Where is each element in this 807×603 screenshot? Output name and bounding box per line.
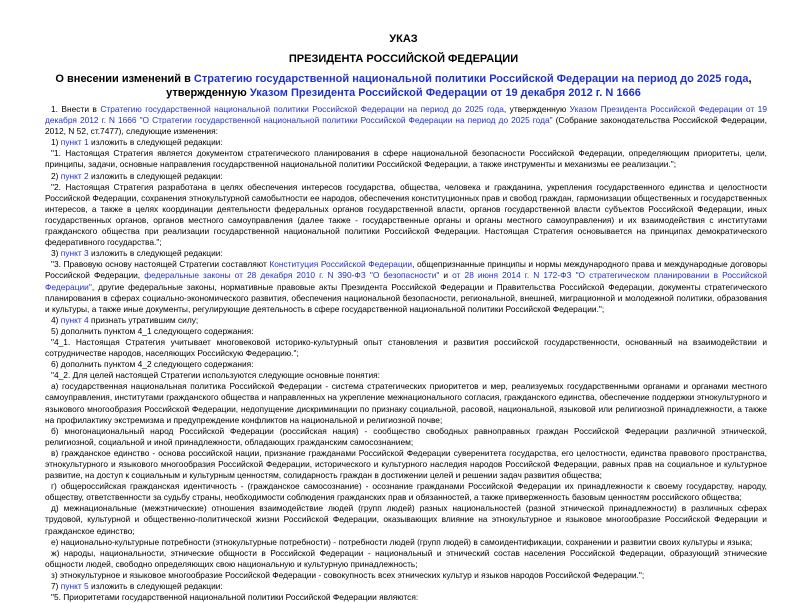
paragraph-text: "5. Приоритетами государственной национальной политики Российской Федерации являются: — [51, 592, 419, 603]
president-heading: ПРЕЗИДЕНТА РОССИЙСКОЙ ФЕДЕРАЦИИ — [288, 53, 519, 65]
paragraph-text: , другие федеральные законы, нормативные правовые акты Президента Российской Федерации и Правительства Российской Федерации, документы стратегического планирования в сферах социально-экономического развития, обеспечения национальной безопасности, региональной, внешней, миграционной и молодежной политики, образования и культуры, а также иные документы, регулирующие деятельность в сфере государственной национальной политики Российской Федерации."; — [45, 281, 767, 314]
paragraph — [45, 248, 767, 259]
paragraph-text: 4) — [51, 314, 61, 325]
paragraph — [45, 315, 767, 326]
paragraph-text: а) государственная национальная политика Российской Федерации - система стратегических приоритетов и мер, реализуемых государственными органами и органами местного самоуправления, институтами гражданского общества и направленных на укрепление межнационального согласия, гражданского единства, обеспечение поддержки этнокультурного и языкового многообразия Российской Федерации, недопущение дискриминации по признаку социальной, расовой, национальной, языковой или религиозной принадлежности, а также на профилактику экстремизма и предупреждение конфликтов на национальной и религиозной почве; — [45, 381, 767, 425]
strategy-title-link[interactable]: Стратегию государственной национальной политики Российской Федерации на период до 2025 года — [193, 73, 749, 85]
paragraph-text: ж) народы, национальности, этнические общности в Российской Федерации - национальный и этнический состав населения Российской Федерации, образующий этнические общности людей, свободно определяющих свою национальную и культурную принадлежность; — [45, 547, 767, 569]
document-link[interactable]: от 28 июня 2014 г. N 172-ФЗ "О стратегическом планировании в Российской Федерации" — [45, 270, 767, 292]
document-title — [40, 72, 767, 100]
paragraph-text: 5) дополнить пунктом 4_1 следующего содержания: — [51, 325, 254, 336]
document-link[interactable]: Стратегию государственной национальной политики Российской Федерации на период до 2025 года — [100, 104, 504, 114]
paragraph-text: е) национально-культурные потребности (этнокультурные потребности) - потребности людей (групп людей) в самоидентификации, сохранении и развитии своих культуры и языка; — [51, 536, 753, 547]
paragraph-text: изложить в следующей редакции: — [88, 137, 223, 148]
paragraph — [45, 182, 767, 249]
paragraph-text: г) общероссийская гражданская идентичность - (гражданское самосознание) - осознание гражданами Российской Федерации их принадлежности к своему государству, народу, обществу, ответственности за судьбу страны, необходимости соблюдения гражданских прав и обязанностей, а также приверженность базовым ценностям российского общества; — [45, 481, 767, 503]
paragraph — [45, 592, 767, 603]
paragraph-text: "4_1. Настоящая Стратегия учитывает многовековой историко-культурный опыт становления и развития российской государственности, основанный на взаимодействии и сотрудничестве народов, населяющих Российскую Федерацию."; — [45, 336, 767, 359]
paragraph-text: в) гражданское единство - основа российской нации, признание гражданами Российской Федерации суверенитета государства, его целостности, единства правового пространства, этнокультурного и языкового многообразия Российской Федерации, исторического и культурного наследия народов Российской Федерации, равных прав на социальное и культурное развитие, на доступ к социальным и культурным ценностям, солидарность граждан в достижении целей и решении задач развития общества; — [45, 447, 767, 481]
paragraph — [45, 481, 767, 503]
decree-title-link[interactable]: Указом Президента Российской Федерации от 19 декабря 2012 г. N 1666 — [249, 87, 641, 99]
paragraph — [45, 581, 767, 592]
paragraph-text: изложить в следующей редакции: — [88, 248, 223, 259]
paragraph-text: (Собрание законодательства Российской Федерации, 2012, N 52, ст.7477), следующие изменения: — [45, 115, 767, 137]
paragraph — [45, 548, 767, 570]
decree-heading: УКАЗ — [389, 33, 418, 45]
paragraph-text: "1. Настоящая Стратегия является документом стратегического планирования в сфере национальной безопасности Российской Федерации, определяющим приоритеты, цели, принципы, задачи, основные направления государственной национальной политики Российской Федерации, а также инструменты и механизмы ее реализации."; — [45, 148, 767, 170]
paragraph-text: з) этнокультурное и языковое многообразие Российской Федерации - совокупность всех этнических культур и языков народов Российской Федерации."; — [51, 569, 645, 580]
paragraph-text: , утвержденную — [503, 104, 570, 114]
document-link[interactable]: Конституция Российской Федерации — [269, 259, 413, 270]
document-link[interactable]: пункт 5 — [60, 581, 89, 592]
document-link[interactable]: Указом Президента Российской Федерации от 19 декабря 2012 г. N 1666 "О Стратегии государственной национальной политики Российской Федерации на период до 2025 года" — [45, 104, 767, 126]
paragraph — [45, 570, 767, 581]
paragraph-text: "3. Правовую основу настоящей Стратегии составляют — [51, 259, 270, 270]
paragraph — [45, 359, 767, 370]
paragraph-text: 1. Внести в — [51, 104, 101, 114]
title-part: , утвержденную — [166, 73, 752, 99]
document-link[interactable]: пункт 2 — [60, 170, 89, 181]
paragraph-text: признать утратившим силу; — [88, 314, 199, 325]
paragraph-text: 6) дополнить пунктом 4_2 следующего содержания: — [51, 359, 254, 370]
paragraph-text: 1) — [51, 137, 61, 148]
paragraph — [45, 104, 767, 137]
paragraph-text: 3) — [51, 248, 61, 259]
paragraph-text: , общепризнанные принципы и нормы международного права и международные договоры Российской Федерации, — [45, 259, 767, 281]
document-link[interactable]: пункт 4 — [60, 314, 89, 325]
paragraph-text: и — [439, 270, 453, 281]
paragraph — [45, 381, 767, 425]
paragraph — [45, 448, 767, 481]
paragraph-text: б) многонациональный народ Российской Федерации (российская нация) - сообщество свободных равноправных граждан Российской Федерации различной этнической, религиозной, социальной и иной принадлежности, обладающих гражданским самосознанием; — [45, 425, 767, 447]
paragraph — [45, 137, 767, 148]
title-part: О внесении изменений в — [55, 73, 194, 85]
document-link[interactable]: федеральные законы от 28 декабря 2010 г. N 390-ФЗ "О безопасности" — [144, 270, 440, 281]
paragraph — [45, 337, 767, 359]
document-link[interactable]: пункт 1 — [60, 137, 89, 148]
paragraph — [45, 259, 767, 314]
paragraph-text: изложить в следующей редакции: — [88, 581, 223, 592]
paragraph — [45, 326, 767, 337]
paragraph-text: 7) — [51, 581, 61, 592]
paragraph — [45, 370, 767, 381]
paragraph — [45, 171, 767, 182]
paragraph-text: 2) — [51, 170, 61, 181]
paragraph-text: д) межнациональные (межэтнические) отношения взаимодействие людей (групп людей) разных национальностей (разной этнической принадлежности) в различных сферах трудовой, культурной и общественно-политической жизни Российской Федерации, оказывающих влияние на этнокультурное и языковое многообразие Российской Федерации и гражданское единство; — [45, 503, 767, 536]
paragraph-text: "4_2. Для целей настоящей Стратегии используются следующие основные понятия: — [51, 370, 381, 381]
paragraph-text: изложить в следующей редакции: — [88, 170, 223, 181]
document-link[interactable]: пункт 3 — [60, 248, 89, 259]
paragraph — [45, 537, 767, 548]
paragraph — [45, 503, 767, 536]
paragraph — [45, 426, 767, 448]
document-body — [45, 104, 767, 603]
paragraph-text: "2. Настоящая Стратегия разработана в целях обеспечения интересов государства, общества, человека и гражданина, укрепления государственного единства и целостности Российской Федерации, сохранения этнокультурной самобытности ее народов, обеспечения конституционных прав и свобод граждан, гармонизации общественных и государственных интересов, а также в целях координации деятельности федеральных органов государственной власти, органов государственной власти субъектов Российской Федерации, иных государственных органов, органов местного самоуправления (далее также - государственные органы и органы местного самоуправления) и их взаимодействия с институтами гражданского общества при реализации государственной национальной политики Российской Федерации. Настоящая Стратегия основывается на принципах демократического федеративного государства."; — [45, 181, 767, 248]
paragraph — [45, 148, 767, 170]
